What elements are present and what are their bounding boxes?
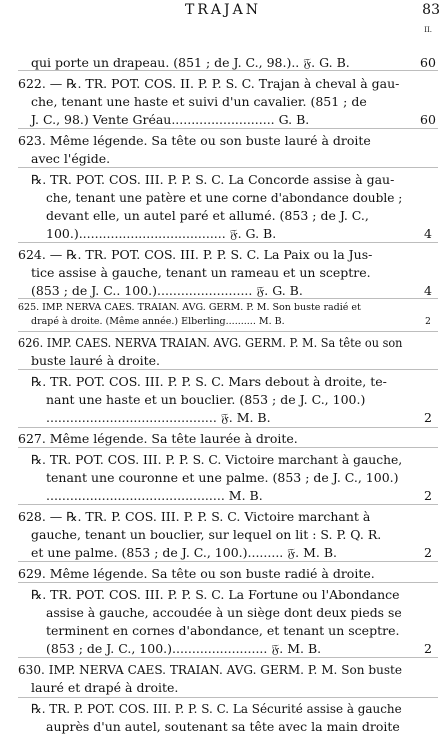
catalogue-line <box>0 544 446 562</box>
catalogue-line <box>0 526 446 544</box>
line-text: J. C., 98.) Vente Gréau.......................... G. B. <box>31 112 310 127</box>
line-text: avec l'égide. <box>31 151 111 166</box>
page-header-title: TRAJAN <box>185 2 261 18</box>
value-column: 4 <box>424 226 432 241</box>
catalogue-line <box>0 487 446 505</box>
value-column: 2 <box>424 488 432 503</box>
value-column: 4 <box>424 283 432 298</box>
catalogue-line <box>0 132 446 150</box>
catalogue-line <box>0 391 446 409</box>
line-text: ℞. TR. POT. COS. III. P. P. S. C. Mars debout à droite, te- <box>31 374 387 389</box>
line-text: 100.)..................................... 𝔉. G. B. <box>46 226 277 241</box>
line-text: 624. — ℞. TR. POT. COS. III. P. P. S. C. La Paix ou la Jus- <box>18 247 373 262</box>
entry-separator <box>18 427 438 428</box>
line-text: 630. IMP. NERVA CAES. TRAIAN. AVG. GERM. P. M. Son buste <box>18 662 403 677</box>
line-text: ........................................... 𝔉. M. B. <box>46 410 271 425</box>
line-text: devant elle, un autel paré et allumé. (853 ; de J. C., <box>46 208 369 223</box>
line-text: drapé à droite. (Même année.) Elberling.......... M. B. <box>31 316 285 327</box>
line-text: nant une haste et un bouclier. (853 ; de J. C., 100.) <box>46 392 366 407</box>
catalogue-line <box>0 451 446 469</box>
line-text: terminent en cornes d'abondance, et tenant un sceptre. <box>46 623 400 638</box>
line-text: lauré et drapé à droite. <box>31 680 179 695</box>
page-number: 83 <box>422 2 440 18</box>
catalogue-line <box>0 150 446 168</box>
line-text: ℞. TR. POT. COS. III. P. P. S. C. Victoire marchant à gauche, <box>31 452 403 467</box>
page-subnumber: II. <box>424 26 432 34</box>
line-text: qui porte un drapeau. (851 ; de J. C., 98.).. 𝔉. G. B. <box>31 55 350 70</box>
catalogue-line <box>0 334 446 352</box>
value-column: 60 <box>420 55 436 70</box>
catalogue-line <box>0 640 446 658</box>
line-text: (853 ; de J. C., 100.)........................ 𝔉. M. B. <box>46 641 322 656</box>
catalogue-line <box>0 565 446 583</box>
line-text: ℞. TR. POT. COS. III. P. P. S. C. La Concorde assise à gau- <box>31 172 395 187</box>
catalogue-line <box>0 225 446 243</box>
line-text: ℞. TR. POT. COS. III. P. P. S. C. La Fortune ou l'Abondance <box>31 587 400 602</box>
catalogue-line <box>0 264 446 282</box>
line-text: tice assise à gauche, tenant un rameau et un sceptre. <box>31 265 371 280</box>
entry-separator <box>18 697 438 698</box>
line-text: (853 ; de J. C.. 100.)........................ 𝔉. G. B. <box>31 283 303 298</box>
catalogue-line <box>0 207 446 225</box>
catalogue-line <box>0 301 446 315</box>
catalogue-line <box>0 700 446 718</box>
line-text: ............................................. M. B. <box>46 488 263 503</box>
catalogue-line <box>0 679 446 697</box>
value-column: 2 <box>424 545 432 560</box>
value-column: 2 <box>424 410 432 425</box>
line-text: et une palme. (853 ; de J. C., 100.)......... 𝔉. M. B. <box>31 545 338 560</box>
catalogue-line <box>0 282 446 300</box>
catalogue-line <box>0 54 446 72</box>
catalogue-line <box>0 604 446 622</box>
catalogue-line <box>0 111 446 129</box>
catalogue-line <box>0 409 446 427</box>
line-text: che, tenant une patère et une corne d'abondance double ; <box>46 190 403 205</box>
catalogue-line <box>0 315 446 329</box>
line-text: 623. Même légende. Sa tête ou son buste lauré à droite <box>18 133 371 148</box>
line-text: buste lauré à droite. <box>31 353 161 368</box>
catalogue-line <box>0 469 446 487</box>
catalogue-line <box>0 373 446 391</box>
catalogue-line <box>0 246 446 264</box>
line-text: gauche, tenant un bouclier, sur lequel on lit : S. P. Q. R. <box>31 527 382 542</box>
line-text: tenant une couronne et une palme. (853 ; de J. C., 100.) <box>46 470 399 485</box>
entry-separator <box>18 331 438 332</box>
line-text: 622. — ℞. TR. POT. COS. II. P. P. S. C. Trajan à cheval à gau- <box>18 76 400 91</box>
catalogue-line <box>0 430 446 448</box>
catalogue-line <box>0 718 446 736</box>
catalogue-line <box>0 586 446 604</box>
line-text: 629. Même légende. Sa tête ou son buste radié à droite. <box>18 566 375 581</box>
catalogue-line <box>0 75 446 93</box>
catalogue-line <box>0 171 446 189</box>
value-column: 60 <box>420 112 436 127</box>
catalogue-line <box>0 93 446 111</box>
catalogue-line <box>0 189 446 207</box>
line-text: auprès d'un autel, soutenant sa tête avec la main droite <box>46 719 400 734</box>
value-column: 2 <box>425 317 431 327</box>
line-text: assise à gauche, accoudée à un siège dont deux pieds se <box>46 605 402 620</box>
catalogue-line <box>0 508 446 526</box>
catalogue-line <box>0 352 446 370</box>
line-text: 627. Même légende. Sa tête laurée à droite. <box>18 431 298 446</box>
line-text: 625. IMP. NERVA CAES. TRAIAN. AVG. GERM. P. M. Son buste radié et <box>18 302 361 313</box>
catalogue-line <box>0 622 446 640</box>
line-text: ℞. TR. P. POT. COS. III. P. P. S. C. La Sécurité assise à gauche <box>31 701 402 716</box>
value-column: 2 <box>424 641 432 656</box>
line-text: 628. — ℞. TR. P. COS. III. P. P. S. C. Victoire marchant à <box>18 509 371 524</box>
line-text: che, tenant une haste et suivi d'un cavalier. (851 ; de <box>31 94 367 109</box>
catalogue-line <box>0 661 446 679</box>
line-text: 626. IMP. CAES. NERVA TRAIAN. AVG. GERM. P. M. Sa tête ou son <box>18 335 403 350</box>
